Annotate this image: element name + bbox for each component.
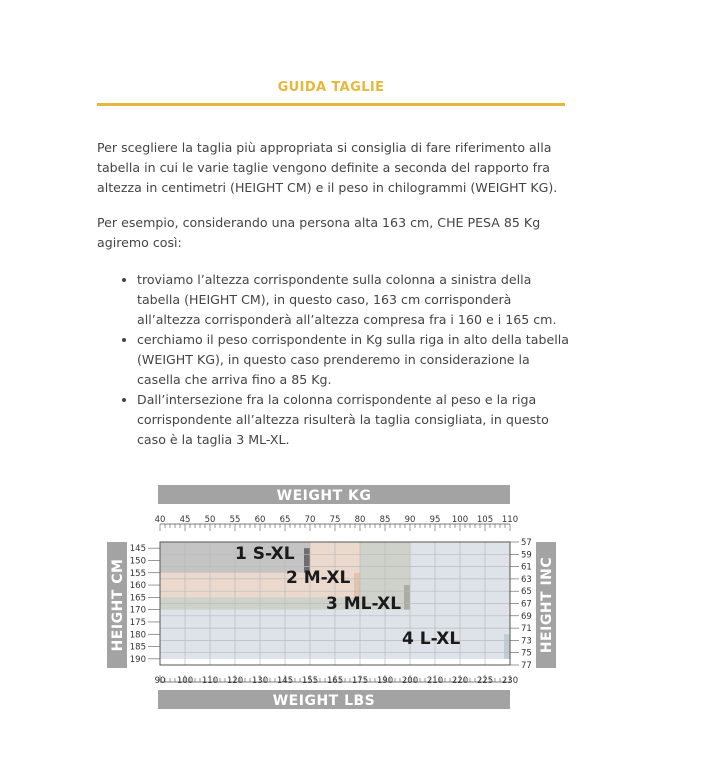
lbs-tick-label: 90 <box>154 676 166 686</box>
lbs-tick-label: 155 <box>301 676 319 686</box>
lbs-tick-label: 110 <box>201 676 219 686</box>
kg-tick-label: 80 <box>354 515 366 525</box>
size-tab-4 <box>504 634 510 659</box>
kg-tick-label: 70 <box>304 515 316 525</box>
height-inc-tick-label: 73 <box>521 636 532 647</box>
intro-paragraph: Per scegliere la taglia più appropriata si consiglia di fare riferimento alla tabella in cui le varie taglie vengono definite a seconda del rapporto fra altezza in centimetri (HEIGHT CM) e il peso in chilogrammi (WEIGHT KG). <box>97 140 558 195</box>
size-label-2: 2 M-XL <box>286 568 351 588</box>
lbs-tick-label: 120 <box>226 676 244 686</box>
kg-tick-label: 65 <box>279 515 291 525</box>
weight-kg-label: WEIGHT KG <box>276 488 372 504</box>
lbs-tick-label: 165 <box>326 676 344 686</box>
size-label-4: 4 L-XL <box>402 629 461 649</box>
height-inc-tick-label: 67 <box>521 599 532 610</box>
kg-tick-label: 45 <box>179 515 191 525</box>
lbs-tick-label: 225 <box>476 676 494 686</box>
height-inc-label: HEIGHT INC <box>539 556 555 654</box>
height-cm-tick-label: 175 <box>129 617 146 628</box>
lbs-tick-label: 145 <box>276 676 294 686</box>
list-item: • cerchiamo il peso corrispondente in Kg sulla riga in alto della tabella (WEIGHT KG), in questo caso prenderemo in considerazione la casella che arriva fino a 85 Kg. <box>137 330 573 390</box>
lbs-tick-label: 100 <box>176 676 194 686</box>
lbs-tick-label: 200 <box>401 676 419 686</box>
list-item: • troviamo l’altezza corrispondente sulla colonna a sinistra della tabella (HEIGHT CM), in questo caso, 163 cm corrisponderà all’altezza corrisponderà all’altezza compresa fra i 160 e i 165 cm. <box>137 270 573 330</box>
height-cm-tick-label: 145 <box>129 544 146 555</box>
kg-tick-label: 110 <box>501 515 519 525</box>
size-label-3: 3 ML-XL <box>326 594 402 614</box>
kg-tick-label: 60 <box>254 515 266 525</box>
weight-lbs-label: WEIGHT LBS <box>272 693 376 709</box>
height-cm-tick-label: 170 <box>129 605 146 616</box>
lbs-tick-label: 210 <box>426 676 444 686</box>
kg-tick-label: 55 <box>229 515 241 525</box>
lbs-tick-label: 190 <box>376 676 394 686</box>
height-inc-tick-label: 59 <box>521 550 532 561</box>
lbs-tick-label: 130 <box>251 676 269 686</box>
height-inc-tick-label: 71 <box>521 624 532 635</box>
height-cm-label: HEIGHT CM <box>110 558 126 652</box>
height-cm-tick-label: 190 <box>129 654 146 665</box>
size-tab-3 <box>404 585 410 610</box>
page-title: GUIDA TAGLIE <box>277 80 385 95</box>
height-inc-tick-label: 77 <box>521 661 532 671</box>
list-item: • Dall’intersezione fra la colonna corrispondente al peso e la riga corrispondente all’altezza risulterà la taglia consigliata, in questo caso è la taglia 3 ML-XL. <box>137 390 573 450</box>
example-paragraph: Per esempio, considerando una persona alta 163 cm, CHE PESA 85 Kg agiremo così: <box>97 215 541 250</box>
kg-tick-label: 90 <box>404 515 416 525</box>
kg-tick-label: 95 <box>429 515 441 525</box>
kg-tick-label: 50 <box>204 515 216 525</box>
height-inc-tick-label: 69 <box>521 611 532 622</box>
height-inc-tick-label: 61 <box>521 562 532 573</box>
height-cm-tick-label: 160 <box>129 581 146 592</box>
kg-tick-label: 105 <box>476 515 494 525</box>
height-cm-tick-label: 150 <box>129 556 146 567</box>
height-inc-tick-label: 57 <box>521 538 532 548</box>
lbs-tick-label: 220 <box>451 676 469 686</box>
height-inc-tick-label: 75 <box>521 648 532 659</box>
height-cm-tick-label: 180 <box>129 630 146 641</box>
height-inc-tick-label: 65 <box>521 587 532 598</box>
height-cm-tick-label: 185 <box>129 642 146 653</box>
lbs-tick-label: 175 <box>351 676 369 686</box>
kg-tick-label: 100 <box>451 515 469 525</box>
height-cm-tick-label: 165 <box>129 593 146 604</box>
size-label-1: 1 S-XL <box>235 544 295 564</box>
kg-tick-label: 85 <box>379 515 391 525</box>
height-cm-tick-label: 155 <box>129 568 146 579</box>
kg-tick-label: 75 <box>329 515 341 525</box>
kg-tick-label: 40 <box>154 515 166 525</box>
height-inc-tick-label: 63 <box>521 574 532 585</box>
lbs-tick-label: 230 <box>501 676 519 686</box>
